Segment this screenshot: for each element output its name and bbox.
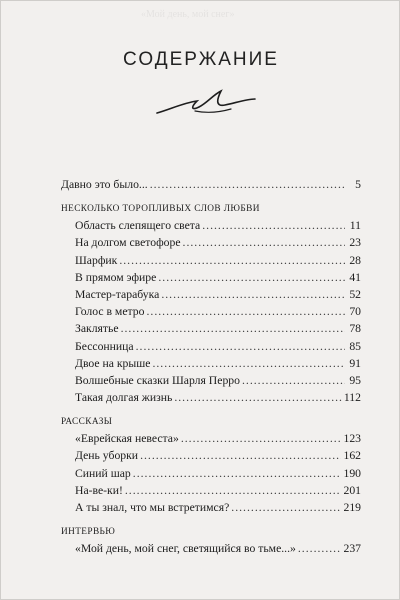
toc-entry[interactable] bbox=[61, 303, 361, 320]
toc-entry[interactable] bbox=[61, 355, 361, 372]
toc-entry-page: 52 bbox=[349, 287, 361, 301]
show-through-running-title: «Мой день, мой снег» bbox=[141, 9, 235, 20]
toc-entry[interactable] bbox=[61, 217, 361, 234]
toc-entry-page: 41 bbox=[349, 270, 361, 284]
dot-leader bbox=[181, 430, 342, 447]
toc-entry-page: 85 bbox=[349, 339, 361, 353]
toc-entry[interactable] bbox=[61, 499, 361, 516]
page-title: СОДЕРЖАНИЕ bbox=[123, 49, 279, 70]
toc-entry-label: «Еврейская невеста» bbox=[75, 432, 179, 446]
toc-entry-label: Синий шар bbox=[75, 466, 131, 480]
toc-entry-page: 70 bbox=[349, 305, 361, 319]
toc-entry-label: Двое на крыше bbox=[75, 356, 151, 370]
toc-entry-label: Бессонница bbox=[75, 339, 134, 353]
toc-entry-label: «Мой день, мой снег, светящийся во тьме...» bbox=[75, 542, 296, 556]
toc-entry[interactable] bbox=[61, 320, 361, 337]
dot-leader bbox=[140, 447, 341, 464]
toc-entry-label: Голос в метро bbox=[75, 305, 145, 319]
toc-entry-intro[interactable] bbox=[61, 176, 361, 193]
toc-entry[interactable] bbox=[61, 234, 361, 251]
dot-leader bbox=[152, 355, 345, 372]
toc-entry-page: 123 bbox=[343, 432, 361, 446]
toc-entry-page: 78 bbox=[349, 322, 361, 336]
toc-entry-label: Такая долгая жизнь bbox=[75, 391, 173, 405]
dot-leader bbox=[133, 465, 342, 482]
toc-entry[interactable] bbox=[61, 430, 361, 447]
toc-entry-page: 23 bbox=[349, 236, 361, 250]
toc-entry-page: 5 bbox=[355, 178, 361, 191]
dot-leader bbox=[202, 217, 345, 234]
dot-leader bbox=[174, 389, 342, 406]
toc-entry-label: Шарфик bbox=[75, 253, 118, 267]
toc-entry[interactable] bbox=[61, 389, 361, 406]
toc-entry-page: 201 bbox=[343, 483, 361, 497]
toc-entry-page: 112 bbox=[343, 391, 361, 405]
section-heading-interview: ИНТЕРВЬЮ bbox=[61, 527, 116, 538]
dot-leader bbox=[183, 234, 345, 251]
dot-leader bbox=[158, 269, 345, 286]
table-of-contents bbox=[61, 176, 361, 557]
toc-entry-label: Заклятье bbox=[75, 322, 119, 336]
toc-entry-label: На-ве-ки! bbox=[75, 483, 123, 497]
toc-entry[interactable] bbox=[61, 465, 361, 482]
toc-entry-page: 190 bbox=[343, 466, 361, 480]
toc-entry-label: А ты знал, что мы встретимся? bbox=[75, 501, 230, 514]
dot-leader bbox=[298, 540, 342, 557]
dot-leader bbox=[150, 176, 345, 193]
toc-entry-label: Область слепящего света bbox=[75, 219, 201, 233]
dot-leader bbox=[125, 482, 342, 499]
toc-entry[interactable] bbox=[61, 482, 361, 499]
toc-entry-page: 91 bbox=[349, 356, 361, 370]
toc-entry[interactable] bbox=[61, 252, 361, 269]
dot-leader bbox=[231, 499, 341, 516]
dot-leader bbox=[136, 338, 345, 355]
toc-entry-label: Давно это было... bbox=[61, 178, 148, 191]
flourish-ornament bbox=[151, 83, 261, 123]
toc-entry-label: На долгом светофоре bbox=[75, 236, 181, 250]
toc-entry-page: 237 bbox=[343, 542, 361, 556]
toc-entry-label: Волшебные сказки Шарля Перро bbox=[75, 373, 240, 387]
toc-entry-page: 95 bbox=[349, 373, 361, 387]
toc-entry[interactable] bbox=[61, 338, 361, 355]
toc-entry-page: 162 bbox=[343, 449, 361, 463]
toc-entry-page: 219 bbox=[343, 501, 361, 514]
toc-entry[interactable] bbox=[61, 286, 361, 303]
section-heading-love-words: НЕСКОЛЬКО ТОРОПЛИВЫХ СЛОВ ЛЮБВИ bbox=[61, 204, 260, 215]
toc-entry-label: Мастер-тарабука bbox=[75, 287, 160, 301]
toc-entry[interactable] bbox=[61, 269, 361, 286]
toc-entry-label: В прямом эфире bbox=[75, 270, 157, 284]
dot-leader bbox=[161, 286, 345, 303]
dot-leader bbox=[119, 252, 345, 269]
dot-leader bbox=[121, 320, 345, 337]
dot-leader bbox=[146, 303, 345, 320]
dot-leader bbox=[242, 372, 345, 389]
toc-entry[interactable] bbox=[61, 447, 361, 464]
toc-entry-page: 11 bbox=[349, 219, 361, 233]
toc-entry[interactable] bbox=[61, 372, 361, 389]
toc-entry[interactable] bbox=[61, 540, 361, 557]
section-heading-stories: РАССКАЗЫ bbox=[61, 417, 113, 428]
toc-entry-label: День уборки bbox=[75, 449, 139, 463]
toc-entry-page: 28 bbox=[349, 253, 361, 267]
